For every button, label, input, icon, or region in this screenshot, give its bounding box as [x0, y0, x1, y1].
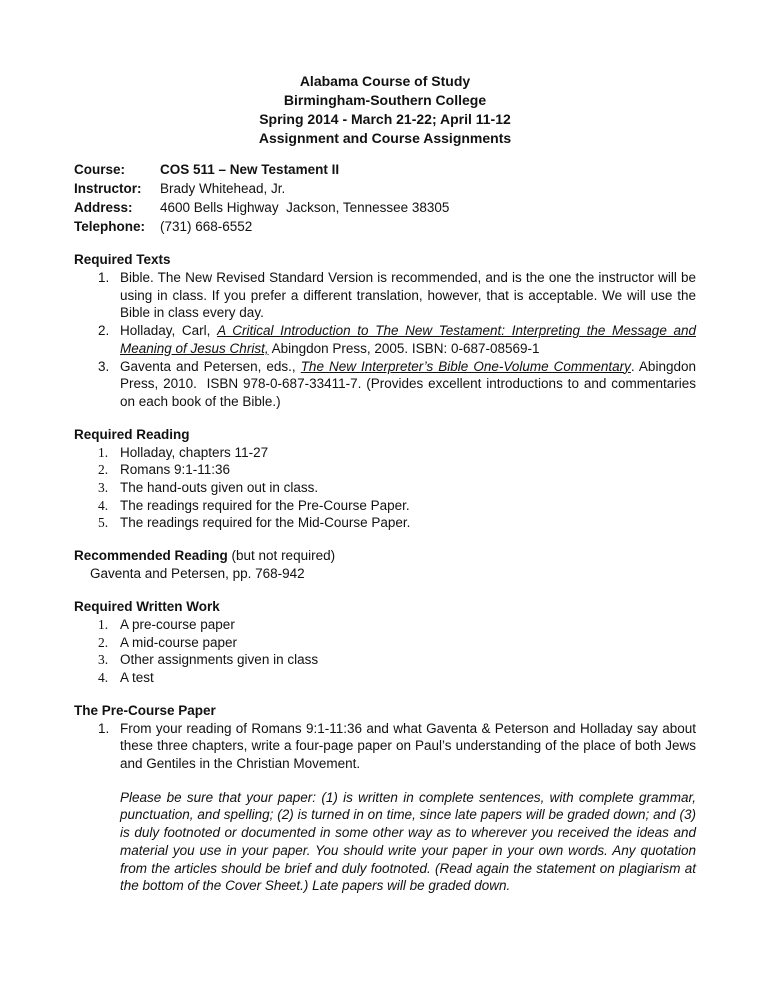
- address-row: [74, 198, 696, 217]
- heading-regular-part: (but not required): [227, 548, 336, 564]
- recommended-reading-entry: Gaventa and Petersen, pp. 768-942: [90, 566, 305, 582]
- list-item: [74, 651, 696, 669]
- list-item-number: 4.: [98, 497, 109, 513]
- list-item: [74, 269, 696, 322]
- section-heading: [74, 547, 696, 565]
- telephone-row: [74, 217, 696, 236]
- list-item-number: 2.: [98, 323, 110, 339]
- section-heading: Required Written Work: [74, 598, 220, 614]
- title-line-3: Spring 2014 - March 21-22; April 11-12: [259, 111, 511, 127]
- instructor-row: [74, 179, 696, 198]
- section-heading: Required Texts: [74, 252, 171, 267]
- address-value: 4600 Bells Highway Jackson, Tennessee 38305: [160, 200, 450, 215]
- book-title: The New Interpreter’s Bible One-Volume Commentary: [300, 358, 631, 374]
- list-item-number: 1.: [98, 444, 109, 460]
- list-item-text: [120, 322, 696, 357]
- list-item: [74, 444, 696, 462]
- list-item: [74, 322, 696, 357]
- telephone-value: (731) 668-6552: [160, 219, 253, 234]
- citation-author: Holladay, Carl,: [120, 323, 218, 339]
- course-value: COS 511 – New Testament II: [160, 162, 340, 177]
- list-item-text: A pre-course paper: [120, 616, 235, 632]
- list-item: [74, 616, 696, 634]
- list-item-text: The readings required for the Pre-Course Paper.: [120, 497, 410, 513]
- section-recommended-reading: [74, 547, 696, 583]
- list-item-number: 1.: [98, 616, 109, 632]
- citation-publisher: Abingdon Press, 2005. ISBN: 0-687-08569-1: [268, 340, 540, 356]
- list-item-text: Other assignments given in class: [120, 652, 319, 668]
- book-title: A Critical Introduction to The New Testament: Interpreting the Message and Meaning of Jesus Christ,: [120, 323, 696, 356]
- list-item-number: 3.: [98, 358, 110, 374]
- list-item-number: 2.: [98, 462, 109, 478]
- document-title: [74, 72, 696, 148]
- address-label: Address:: [74, 200, 133, 215]
- list-item: [74, 634, 696, 652]
- section-required-written-work: [74, 598, 696, 687]
- section-required-reading: [74, 426, 696, 533]
- list-item: [74, 358, 696, 411]
- list-item: [74, 669, 696, 687]
- telephone-label: Telephone:: [74, 219, 146, 234]
- section-heading: The Pre-Course Paper: [74, 702, 216, 718]
- instructor-value: Brady Whitehead, Jr.: [160, 181, 286, 196]
- list-item: [74, 514, 696, 532]
- list-item-text: Bible. The New Revised Standard Version is recommended, and is the one the instructor will be using in class. If you prefer a different translation, however, that is acceptable. We will use the Bible in class every day.: [120, 270, 696, 321]
- list-item-text: The readings required for the Mid-Course Paper.: [120, 515, 411, 531]
- list-item-number: 2.: [98, 634, 109, 650]
- list-item-number: 3.: [98, 480, 109, 496]
- list-item-text: [120, 358, 696, 411]
- instructor-label: Instructor:: [74, 181, 142, 196]
- list-item: [74, 497, 696, 515]
- citation-author: Gaventa and Petersen, eds.,: [120, 358, 301, 374]
- section-heading: Required Reading: [74, 426, 190, 442]
- list-item-text: From your reading of Romans 9:1-11:36 and what Gaventa & Peterson and Holladay say about these three chapters, write a four-page paper on Paul’s understanding of the place of both Jews and Gentiles in the Christian Movement.: [120, 720, 696, 772]
- title-line-2: Birmingham-Southern College: [283, 92, 487, 108]
- list-item-number: 1.: [98, 720, 110, 736]
- list-item: [74, 479, 696, 497]
- course-info-block: [74, 160, 696, 236]
- list-item-text: Romans 9:1-11:36: [120, 462, 231, 478]
- list-item-text: The hand-outs given out in class.: [120, 480, 319, 496]
- course-row: [74, 160, 696, 179]
- section-required-texts: [74, 251, 696, 411]
- list-item-number: 1.: [98, 270, 110, 285]
- list-item-text: A mid-course paper: [120, 634, 238, 650]
- list-item-text: A test: [120, 669, 154, 685]
- paper-instructions-note: Please be sure that your paper: (1) is written in complete sentences, with complete grammar, punctuation, and spelling; (2) is turned in on time, since late papers will be graded down; and (3) is duly footnoted or documented in some other way as to wherever you received the ideas and material you use in your paper. You should write your paper in your own words. Any quotation from the articles should be brief and duly footnoted. (Read again the statement on plagiarism at the bottom of the Cover Sheet.) Late papers will be graded down.: [120, 789, 696, 894]
- list-item: [74, 720, 696, 773]
- title-line-1: Alabama Course of Study: [299, 73, 471, 89]
- course-label: Course:: [74, 162, 126, 177]
- citation-publisher: . Abingdon Press, 2010. ISBN 978-0-687-33411-7. (Provides excellent introductions to and commentaries on each book of the Bible.): [120, 358, 696, 409]
- title-line-4: Assignment and Course Assignments: [258, 130, 512, 146]
- section-pre-course-paper: [74, 702, 696, 895]
- list-item-number: 3.: [98, 652, 109, 668]
- list-item-text: Holladay, chapters 11-27: [120, 444, 269, 460]
- list-item: [74, 461, 696, 479]
- heading-bold-part: Recommended Reading: [74, 548, 228, 564]
- list-item-number: 4.: [98, 669, 109, 685]
- list-item-number: 5.: [98, 515, 109, 531]
